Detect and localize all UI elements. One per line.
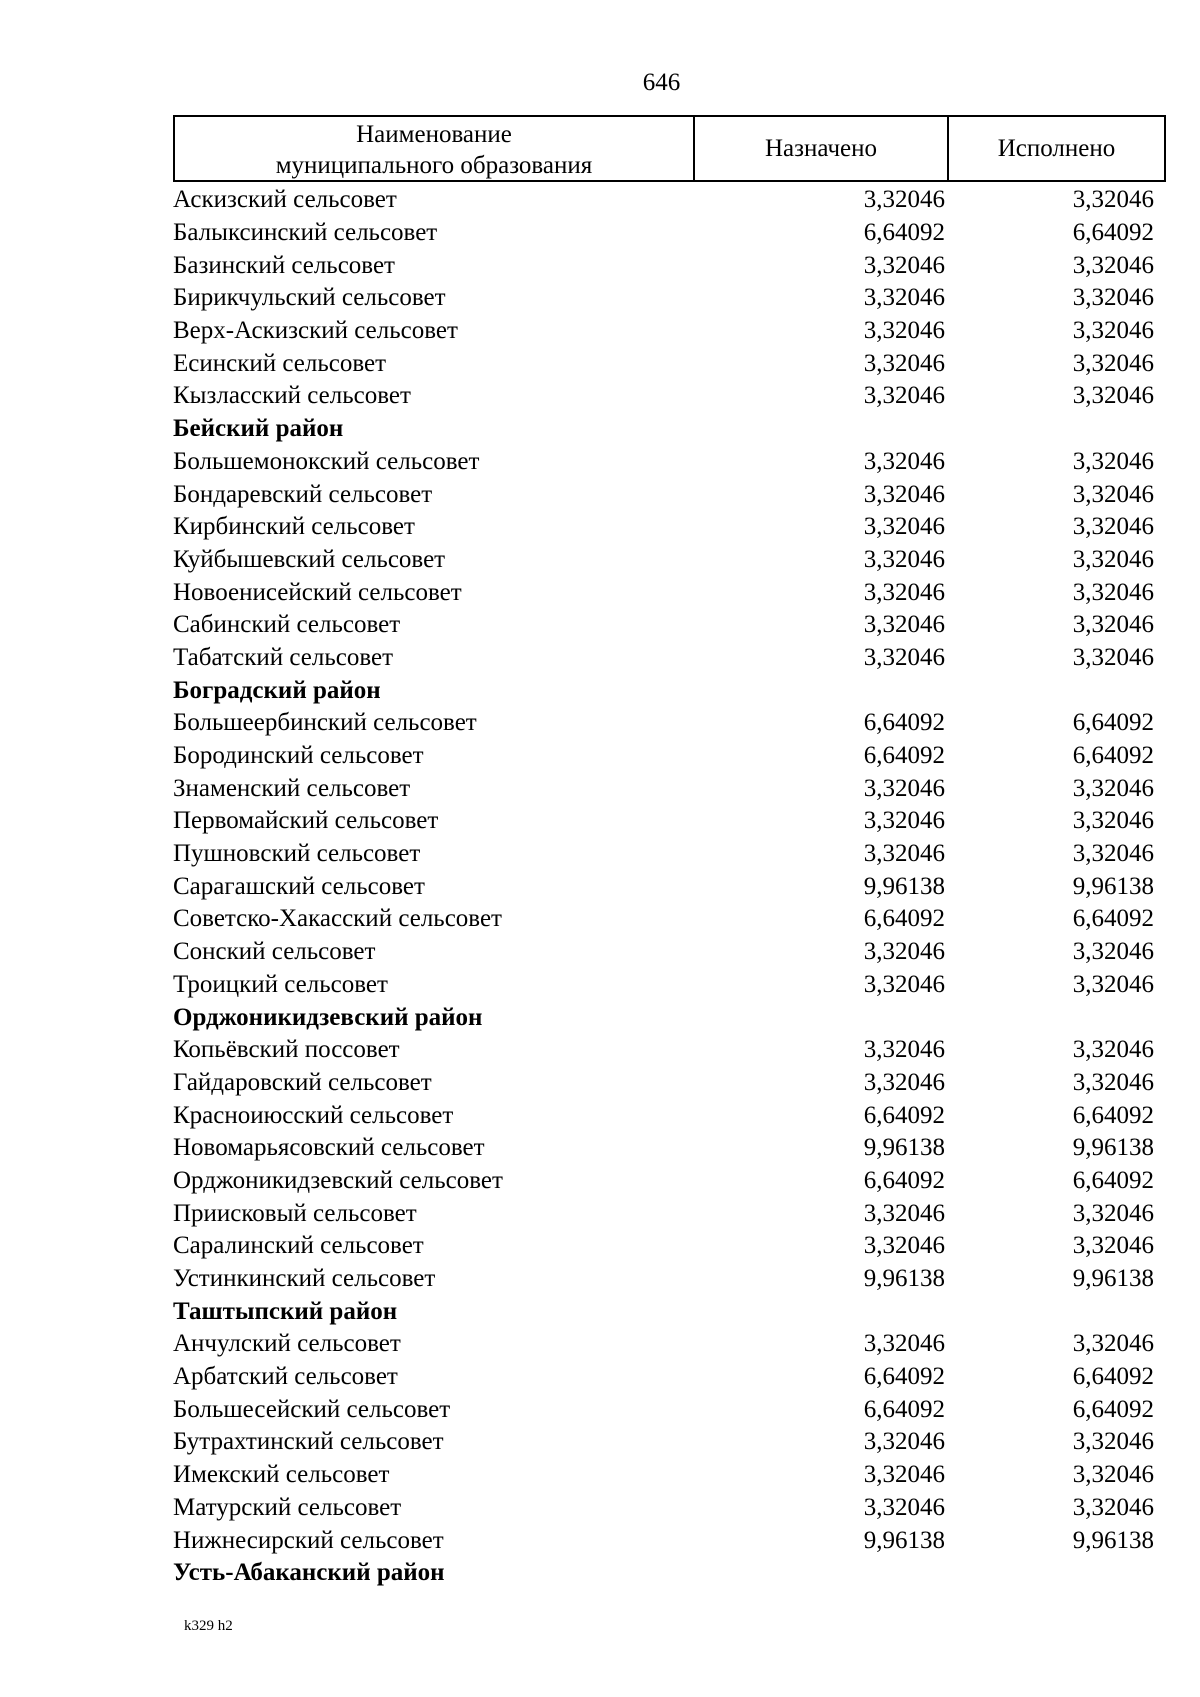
municipality-name: Гайдаровский сельсовет xyxy=(173,1068,432,1096)
table-row xyxy=(173,1524,1166,1557)
done-value: 6,64092 xyxy=(1072,1395,1154,1423)
municipality-name: Бородинский сельсовет xyxy=(173,742,424,770)
header-planned-column: Назначено xyxy=(695,117,949,180)
done-value: 3,32046 xyxy=(1072,513,1154,541)
municipality-name: Базинский сельсовет xyxy=(173,251,395,279)
municipality-name: Орджоникидзевский сельсовет xyxy=(173,1166,503,1194)
table-row xyxy=(173,1230,1166,1263)
done-value: 3,32046 xyxy=(1072,774,1154,802)
table-row xyxy=(173,1426,1166,1459)
planned-value: 6,64092 xyxy=(863,709,945,737)
table-row xyxy=(173,740,1166,773)
done-value: 3,32046 xyxy=(1072,1493,1154,1521)
planned-value: 9,96138 xyxy=(863,1134,945,1162)
table-row xyxy=(173,478,1166,511)
table-row xyxy=(173,936,1166,969)
header-name-line1: Наименование xyxy=(356,120,512,148)
planned-value: 3,32046 xyxy=(863,1428,945,1456)
done-value: 3,32046 xyxy=(1072,1232,1154,1260)
done-value: 3,32046 xyxy=(1072,643,1154,671)
municipality-name: Большесейский сельсовет xyxy=(173,1395,451,1423)
table-row xyxy=(173,838,1166,871)
district-name: Усть-Абаканский район xyxy=(173,1559,445,1587)
municipality-name: Приисковый сельсовет xyxy=(173,1199,417,1227)
table-row xyxy=(173,1328,1166,1361)
municipality-name: Устинкинский сельсовет xyxy=(173,1265,436,1293)
planned-value: 3,32046 xyxy=(863,970,945,998)
done-value: 3,32046 xyxy=(1072,938,1154,966)
planned-value: 3,32046 xyxy=(863,840,945,868)
table-row xyxy=(173,969,1166,1002)
planned-value: 6,64092 xyxy=(863,219,945,247)
municipality-name: Сарагашский сельсовет xyxy=(173,872,425,900)
district-heading-row xyxy=(173,413,1166,446)
table-row xyxy=(173,217,1166,250)
done-value: 3,32046 xyxy=(1072,1428,1154,1456)
done-value: 3,32046 xyxy=(1072,1036,1154,1064)
municipality-name: Матурский сельсовет xyxy=(173,1493,402,1521)
table-row xyxy=(173,805,1166,838)
table-row xyxy=(173,1034,1166,1067)
done-value: 3,32046 xyxy=(1072,1199,1154,1227)
table-row xyxy=(173,642,1166,675)
done-value: 9,96138 xyxy=(1072,1134,1154,1162)
table-row xyxy=(173,315,1166,348)
municipality-name: Верх-Аскизский сельсовет xyxy=(173,317,458,345)
planned-value: 3,32046 xyxy=(863,480,945,508)
done-value: 6,64092 xyxy=(1072,709,1154,737)
municipality-name: Куйбышевский сельсовет xyxy=(173,545,446,573)
planned-value: 3,32046 xyxy=(863,1493,945,1521)
municipality-name: Первомайский сельсовет xyxy=(173,807,439,835)
done-value: 3,32046 xyxy=(1072,349,1154,377)
done-value: 3,32046 xyxy=(1072,1330,1154,1358)
done-value: 3,32046 xyxy=(1072,970,1154,998)
planned-value: 3,32046 xyxy=(863,1199,945,1227)
footer-code: k329 h2 xyxy=(184,1618,233,1634)
municipality-name: Табатский сельсовет xyxy=(173,643,394,671)
municipality-name: Бирикчульский сельсовет xyxy=(173,284,446,312)
table-row xyxy=(173,1459,1166,1492)
planned-value: 9,96138 xyxy=(863,1265,945,1293)
planned-value: 6,64092 xyxy=(863,1363,945,1391)
planned-value: 3,32046 xyxy=(863,807,945,835)
planned-value: 3,32046 xyxy=(863,349,945,377)
municipality-name: Красноиюсский сельсовет xyxy=(173,1101,454,1129)
planned-value: 3,32046 xyxy=(863,317,945,345)
table-row xyxy=(173,380,1166,413)
done-value: 3,32046 xyxy=(1072,284,1154,312)
done-value: 9,96138 xyxy=(1072,872,1154,900)
done-value: 9,96138 xyxy=(1072,1265,1154,1293)
table-row xyxy=(173,609,1166,642)
district-heading-row xyxy=(173,1557,1166,1590)
done-value: 6,64092 xyxy=(1072,219,1154,247)
planned-value: 3,32046 xyxy=(863,186,945,214)
table-row xyxy=(173,707,1166,740)
table-row xyxy=(173,1099,1166,1132)
table-row xyxy=(173,184,1166,217)
done-value: 6,64092 xyxy=(1072,1363,1154,1391)
municipality-name: Пушновский сельсовет xyxy=(173,840,421,868)
table-body xyxy=(173,184,1166,1590)
planned-value: 9,96138 xyxy=(863,872,945,900)
done-value: 3,32046 xyxy=(1072,578,1154,606)
table-row xyxy=(173,446,1166,479)
municipality-name: Арбатский сельсовет xyxy=(173,1363,398,1391)
planned-value: 6,64092 xyxy=(863,1395,945,1423)
planned-value: 9,96138 xyxy=(863,1526,945,1554)
table-row xyxy=(173,1361,1166,1394)
planned-value: 3,32046 xyxy=(863,447,945,475)
table-row xyxy=(173,544,1166,577)
table-row xyxy=(173,511,1166,544)
municipality-name: Саралинский сельсовет xyxy=(173,1232,424,1260)
municipality-name: Знаменский сельсовет xyxy=(173,774,411,802)
municipality-name: Сабинский сельсовет xyxy=(173,611,401,639)
table-row xyxy=(173,870,1166,903)
planned-value: 3,32046 xyxy=(863,1330,945,1358)
table-row xyxy=(173,1132,1166,1165)
municipality-name: Большеербинский сельсовет xyxy=(173,709,477,737)
municipality-name: Кирбинский сельсовет xyxy=(173,513,415,541)
municipality-name: Бутрахтинский сельсовет xyxy=(173,1428,444,1456)
district-name: Бейский район xyxy=(173,415,344,443)
header-done-column: Исполнено xyxy=(997,135,1116,162)
done-value: 3,32046 xyxy=(1072,382,1154,410)
planned-value: 3,32046 xyxy=(863,643,945,671)
header-name-column xyxy=(175,117,695,180)
municipality-name: Троицкий сельсовет xyxy=(173,970,388,998)
done-value: 3,32046 xyxy=(1072,251,1154,279)
municipality-name: Бондаревский сельсовет xyxy=(173,480,433,508)
done-value: 3,32046 xyxy=(1072,1068,1154,1096)
done-value: 6,64092 xyxy=(1072,742,1154,770)
done-value: 3,32046 xyxy=(1072,480,1154,508)
done-value: 3,32046 xyxy=(1072,807,1154,835)
planned-value: 3,32046 xyxy=(863,611,945,639)
table-row xyxy=(173,1165,1166,1198)
planned-value: 3,32046 xyxy=(863,1036,945,1064)
municipality-name: Новоенисейский сельсовет xyxy=(173,578,462,606)
table-row xyxy=(173,1263,1166,1296)
table-row xyxy=(173,249,1166,282)
municipality-name: Новомарьясовский сельсовет xyxy=(173,1134,485,1162)
done-value: 9,96138 xyxy=(1072,1526,1154,1554)
table-header xyxy=(173,115,1166,182)
planned-value: 3,32046 xyxy=(863,284,945,312)
table-row xyxy=(173,772,1166,805)
planned-value: 3,32046 xyxy=(863,382,945,410)
page-number: 646 xyxy=(642,69,681,96)
done-value: 6,64092 xyxy=(1072,1166,1154,1194)
header-name-line2: муниципального образования xyxy=(275,151,593,179)
municipality-name: Сонский сельсовет xyxy=(173,938,376,966)
planned-value: 6,64092 xyxy=(863,742,945,770)
planned-value: 3,32046 xyxy=(863,578,945,606)
municipality-name: Балыксинский сельсовет xyxy=(173,219,438,247)
municipality-name: Есинский сельсовет xyxy=(173,349,387,377)
municipality-name: Копьёвский поссовет xyxy=(173,1036,400,1064)
table-row xyxy=(173,1492,1166,1525)
municipality-name: Большемонокский сельсовет xyxy=(173,447,480,475)
district-heading-row xyxy=(173,1001,1166,1034)
planned-value: 3,32046 xyxy=(863,1461,945,1489)
table-row xyxy=(173,903,1166,936)
done-value: 6,64092 xyxy=(1072,1101,1154,1129)
planned-value: 3,32046 xyxy=(863,938,945,966)
planned-value: 3,32046 xyxy=(863,774,945,802)
municipality-name: Имекский сельсовет xyxy=(173,1461,390,1489)
district-heading-row xyxy=(173,1295,1166,1328)
table-row xyxy=(173,576,1166,609)
done-value: 3,32046 xyxy=(1072,186,1154,214)
table-row xyxy=(173,347,1166,380)
planned-value: 3,32046 xyxy=(863,513,945,541)
done-value: 3,32046 xyxy=(1072,1461,1154,1489)
done-value: 3,32046 xyxy=(1072,317,1154,345)
planned-value: 3,32046 xyxy=(863,1232,945,1260)
done-value: 6,64092 xyxy=(1072,905,1154,933)
municipality-name: Советско-Хакасский сельсовет xyxy=(173,905,502,933)
table-row xyxy=(173,282,1166,315)
done-value: 3,32046 xyxy=(1072,447,1154,475)
district-heading-row xyxy=(173,674,1166,707)
planned-value: 3,32046 xyxy=(863,251,945,279)
table-row xyxy=(173,1393,1166,1426)
municipality-name: Кызласский сельсовет xyxy=(173,382,411,410)
planned-value: 3,32046 xyxy=(863,545,945,573)
planned-value: 6,64092 xyxy=(863,1101,945,1129)
municipality-name: Анчулский сельсовет xyxy=(173,1330,401,1358)
planned-value: 3,32046 xyxy=(863,1068,945,1096)
municipality-name: Аскизский сельсовет xyxy=(173,186,397,214)
district-name: Орджоникидзевский район xyxy=(173,1003,483,1031)
municipality-name: Нижнесирский сельсовет xyxy=(173,1526,444,1554)
planned-value: 6,64092 xyxy=(863,1166,945,1194)
done-value: 3,32046 xyxy=(1072,611,1154,639)
table-row xyxy=(173,1197,1166,1230)
done-value: 3,32046 xyxy=(1072,840,1154,868)
district-name: Таштыпский район xyxy=(173,1297,398,1325)
done-value: 3,32046 xyxy=(1072,545,1154,573)
table-row xyxy=(173,1067,1166,1100)
planned-value: 6,64092 xyxy=(863,905,945,933)
district-name: Боградский район xyxy=(173,676,381,704)
